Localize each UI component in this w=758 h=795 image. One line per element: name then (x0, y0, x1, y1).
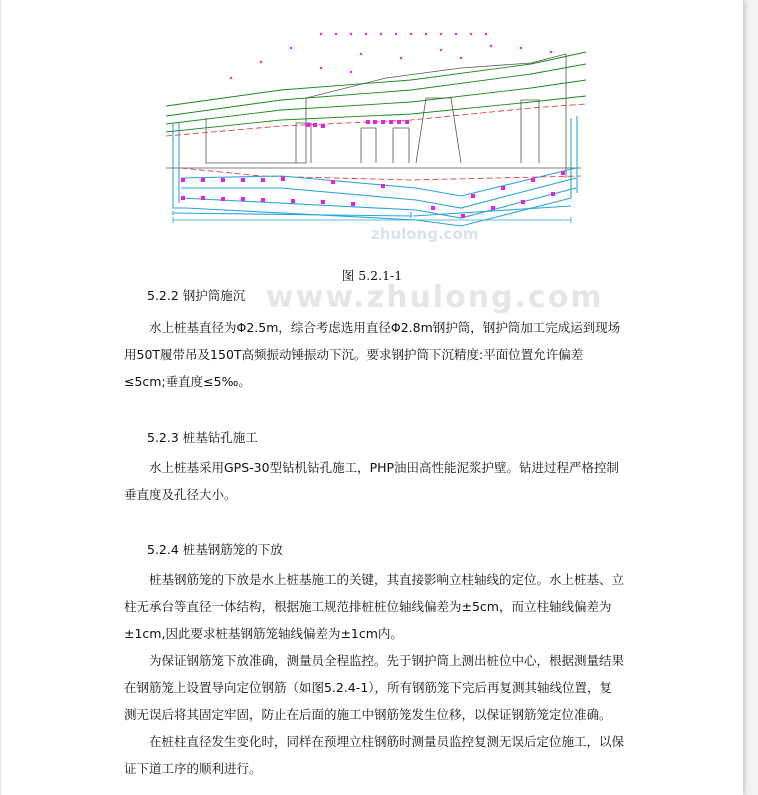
section-body-523 (124, 454, 624, 508)
magenta-markers (181, 120, 565, 218)
figure-caption: 图 5.2.1-1 (341, 268, 403, 283)
watermark-large: www.zhulong.com (266, 280, 604, 315)
engineering-drawing (161, 28, 591, 258)
magenta-dots-top (230, 33, 552, 79)
section-heading-524: 5.2.4 桩基钢筋笼的下放 (147, 542, 283, 557)
section-heading-523: 5.2.3 桩基钻孔施工 (147, 430, 258, 445)
blue-structure (173, 116, 577, 226)
paragraph: 水上桩基采用GPS-30型钻机钻孔施工，PHP油田高性能泥浆护壁。钻进过程严格控制垂直度及孔径大小。 (124, 460, 620, 502)
section-heading-522: 5.2.2 钢护筒施沉 (147, 288, 246, 303)
paragraph: 桩基钢筋笼的下放是水上桩基施工的关键，其直接影响立柱轴线的定位。水上桩基、立柱无承台等直径一体结构，根据施工规范排桩桩位轴线偏差为±5cm，而立柱轴线偏差为±1cm,因此要求桩基钢筋笼轴线偏差为±1cm内。 (124, 572, 625, 641)
paragraph: 在桩柱直径发生变化时，同样在预埋立柱钢筋时测量员监控复测无误后定位施工，以保证下道工序的顺利进行。 (124, 734, 625, 776)
paragraph: 水上桩基直径为Φ2.5m，综合考虑选用直径Φ2.8m钢护筒，钢护筒加工完成运到现场用50T履带吊及150T高频振动锤振动下沉。要求钢护筒下沉精度:平面位置允许偏差≤5cm;垂直度≤5‰。 (124, 320, 621, 389)
paragraph: 为保证钢筋笼下放准确，测量员全程监控。先于钢护筒上测出桩位中心，根据测量结果在钢筋笼上设置导向定位钢筋（如图5.2.4-1），所有钢筋笼下完后再复测其轴线位置，复测无误后将其固定牢固，防止在后面的施工中钢筋笼发生位移，以保证钢筋笼定位准确。 (124, 653, 625, 722)
watermark-small: zhulong.com (371, 225, 479, 243)
section-body-524 (124, 566, 624, 782)
section-body-522 (124, 314, 624, 395)
